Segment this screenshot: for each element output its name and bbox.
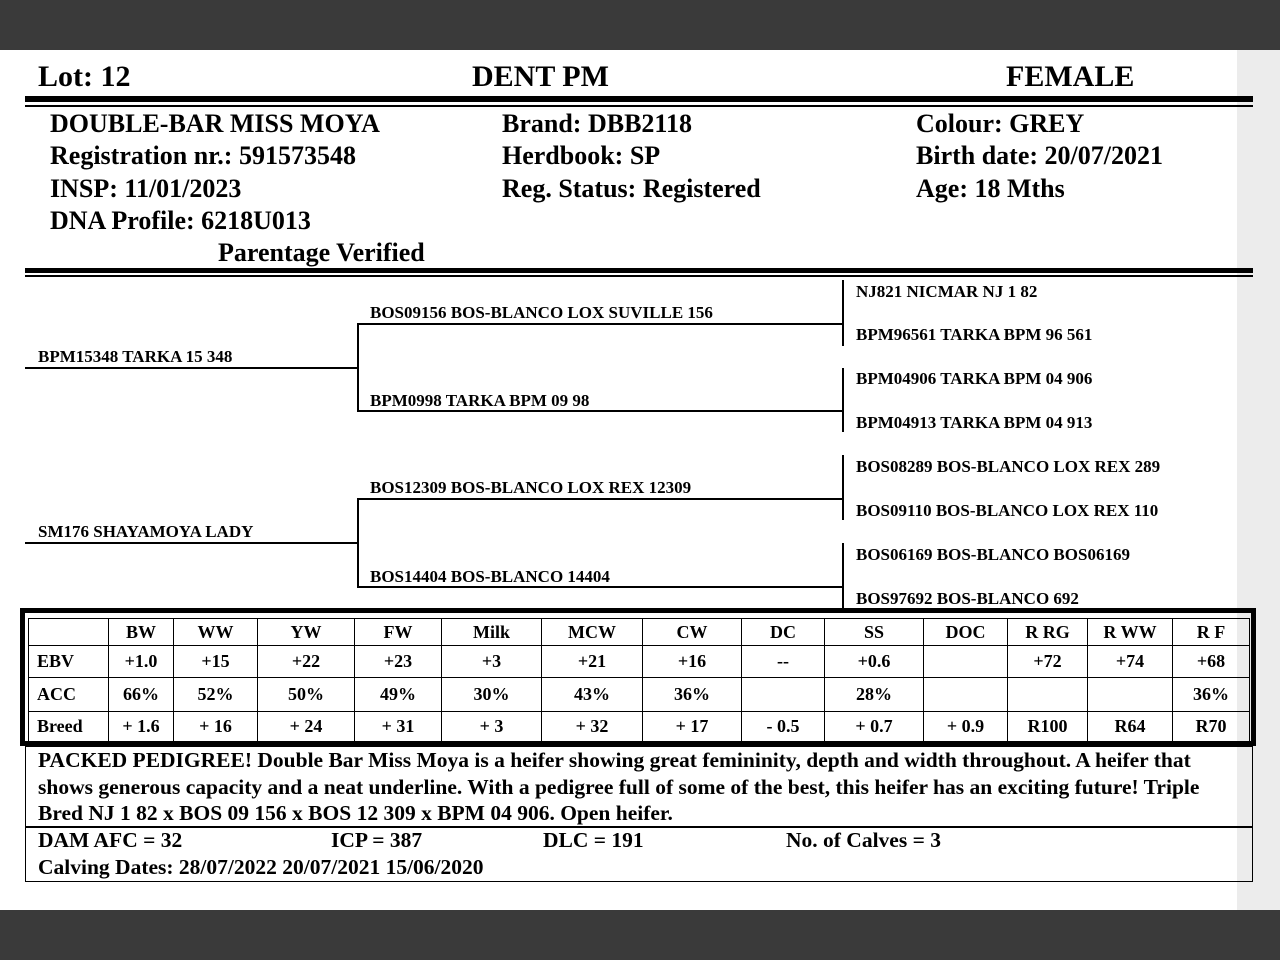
sire-sire-line	[357, 323, 843, 325]
table-cell: + 32	[542, 712, 643, 742]
header-rule-thick	[25, 96, 1253, 102]
column-header	[29, 619, 109, 646]
age: Age: 18 Mths	[916, 173, 1065, 203]
table-cell: +23	[355, 646, 442, 678]
row-label: EBV	[29, 646, 109, 678]
pedigree-sire: BPM15348 TARKA 15 348	[38, 347, 233, 366]
ebv-table	[28, 618, 1250, 742]
inspection-date: INSP: 11/01/2023	[50, 173, 242, 203]
registration-number: Registration nr.: 591573548	[50, 141, 356, 171]
dam-line	[25, 542, 357, 544]
lot-comment: PACKED PEDIGREE! Double Bar Miss Moya is a heifer showing great femininity, depth and width throughout. A heifer that shows generous capacity and a neat underline. With a pedigree full of some of the best, this heifer has an exciting future! Triple Bred NJ 1 82 x BOS 09 156 x BOS 12 309 x BPM 04 906. Open heifer.	[38, 748, 1200, 825]
sire-line	[25, 367, 357, 369]
table-cell: +3	[442, 646, 542, 678]
pedigree-sire-sire: BOS09156 BOS-BLANCO LOX SUVILLE 156	[370, 303, 713, 322]
table-row	[29, 646, 1250, 678]
sire-dam-line	[357, 410, 843, 412]
table-row	[29, 678, 1250, 712]
table-cell: + 17	[643, 712, 742, 742]
pedigree-dam-sire: BOS12309 BOS-BLANCO LOX REX 12309	[370, 478, 692, 497]
pedigree-dam-dam: BOS14404 BOS-BLANCO 14404	[370, 567, 610, 586]
table-cell: --	[742, 646, 825, 678]
gg-bracket-2	[842, 368, 844, 432]
lot-number: Lot: 12	[38, 60, 131, 93]
brand: Brand: DBB2118	[502, 109, 692, 138]
table-cell: R100	[1008, 712, 1088, 742]
dam-icp: ICP = 387	[331, 828, 423, 852]
gg-bracket-3	[842, 455, 844, 520]
calving-dates: Calving Dates: 28/07/2022 20/07/2021 15/06/2020	[38, 855, 484, 879]
table-cell: +72	[1008, 646, 1088, 678]
table-cell	[1008, 678, 1088, 712]
column-header: YW	[258, 619, 355, 646]
dam-dlc: DLC = 191	[543, 828, 644, 852]
table-cell: 50%	[258, 678, 355, 712]
pedigree-gg-6: BOS09110 BOS-BLANCO LOX REX 110	[856, 501, 1159, 520]
column-header: FW	[355, 619, 442, 646]
sire-bracket	[357, 323, 359, 411]
table-cell: 66%	[109, 678, 174, 712]
table-cell: +21	[542, 646, 643, 678]
table-cell: +68	[1173, 646, 1250, 678]
pedigree-dam: SM176 SHAYAMOYA LADY	[38, 522, 254, 541]
table-cell: +15	[174, 646, 258, 678]
info-rule-thick	[25, 268, 1253, 273]
table-cell: R70	[1173, 712, 1250, 742]
animal-info-right	[916, 108, 1163, 205]
column-header: R WW	[1088, 619, 1173, 646]
birth-date: Birth date: 20/07/2021	[916, 141, 1163, 171]
table-cell: 30%	[442, 678, 542, 712]
gg-bracket-1	[842, 280, 844, 346]
dam-bracket	[357, 498, 359, 586]
table-cell	[924, 678, 1008, 712]
pedigree-gg-7: BOS06169 BOS-BLANCO BOS06169	[856, 545, 1130, 564]
row-label: Breed	[29, 712, 109, 742]
ebv-header-row	[29, 619, 1250, 646]
seller-name: DENT PM	[472, 60, 609, 93]
row-label: ACC	[29, 678, 109, 712]
table-cell: + 16	[174, 712, 258, 742]
table-cell: R64	[1088, 712, 1173, 742]
column-header: SS	[825, 619, 924, 646]
dam-afc: DAM AFC = 32	[38, 828, 183, 852]
pedigree-gg-8: BOS97692 BOS-BLANCO 692	[856, 589, 1079, 608]
pedigree-gg-4: BPM04913 TARKA BPM 04 913	[856, 413, 1093, 432]
table-cell: +22	[258, 646, 355, 678]
table-cell: 43%	[542, 678, 643, 712]
dam-calves-count: No. of Calves = 3	[786, 828, 941, 852]
table-cell: 52%	[174, 678, 258, 712]
column-header: BW	[109, 619, 174, 646]
table-cell: +0.6	[825, 646, 924, 678]
animal-info-middle	[502, 108, 761, 205]
column-header: DOC	[924, 619, 1008, 646]
table-cell: + 3	[442, 712, 542, 742]
table-cell: +16	[643, 646, 742, 678]
gg-bracket-4	[842, 543, 844, 609]
table-cell	[742, 678, 825, 712]
colour: Colour: GREY	[916, 109, 1085, 138]
table-cell: + 1.6	[109, 712, 174, 742]
dam-dam-line	[357, 586, 843, 588]
dam-sire-line	[357, 498, 843, 500]
table-cell	[924, 646, 1008, 678]
column-header: R F	[1173, 619, 1250, 646]
table-cell: + 24	[258, 712, 355, 742]
pedigree-gg-5: BOS08289 BOS-BLANCO LOX REX 289	[856, 457, 1161, 476]
pedigree-sire-dam: BPM0998 TARKA BPM 09 98	[370, 391, 590, 410]
table-cell	[1088, 678, 1173, 712]
pedigree-gg-1: NJ821 NICMAR NJ 1 82	[856, 282, 1038, 301]
sex-label: FEMALE	[1006, 60, 1135, 93]
column-header: Milk	[442, 619, 542, 646]
header-rule-thin	[25, 105, 1253, 107]
dna-profile: DNA Profile: 6218U013	[50, 205, 311, 235]
table-cell: 28%	[825, 678, 924, 712]
animal-info-left	[50, 108, 380, 237]
table-cell: 49%	[355, 678, 442, 712]
column-header: DC	[742, 619, 825, 646]
table-cell: + 0.9	[924, 712, 1008, 742]
info-rule-thin	[25, 275, 1253, 277]
table-cell: +74	[1088, 646, 1173, 678]
animal-name: DOUBLE-BAR MISS MOYA	[50, 109, 380, 138]
table-cell: - 0.5	[742, 712, 825, 742]
herdbook: Herdbook: SP	[502, 141, 661, 171]
table-row	[29, 712, 1250, 742]
column-header: WW	[174, 619, 258, 646]
pedigree-gg-2: BPM96561 TARKA BPM 96 561	[856, 325, 1093, 344]
table-cell: + 31	[355, 712, 442, 742]
table-cell: 36%	[1173, 678, 1250, 712]
parentage-status: Parentage Verified	[218, 238, 425, 267]
pedigree-gg-3: BPM04906 TARKA BPM 04 906	[856, 369, 1093, 388]
column-header: MCW	[542, 619, 643, 646]
table-cell: +1.0	[109, 646, 174, 678]
registration-status: Reg. Status: Registered	[502, 173, 761, 203]
table-cell: 36%	[643, 678, 742, 712]
column-header: CW	[643, 619, 742, 646]
column-header: R RG	[1008, 619, 1088, 646]
table-cell: + 0.7	[825, 712, 924, 742]
